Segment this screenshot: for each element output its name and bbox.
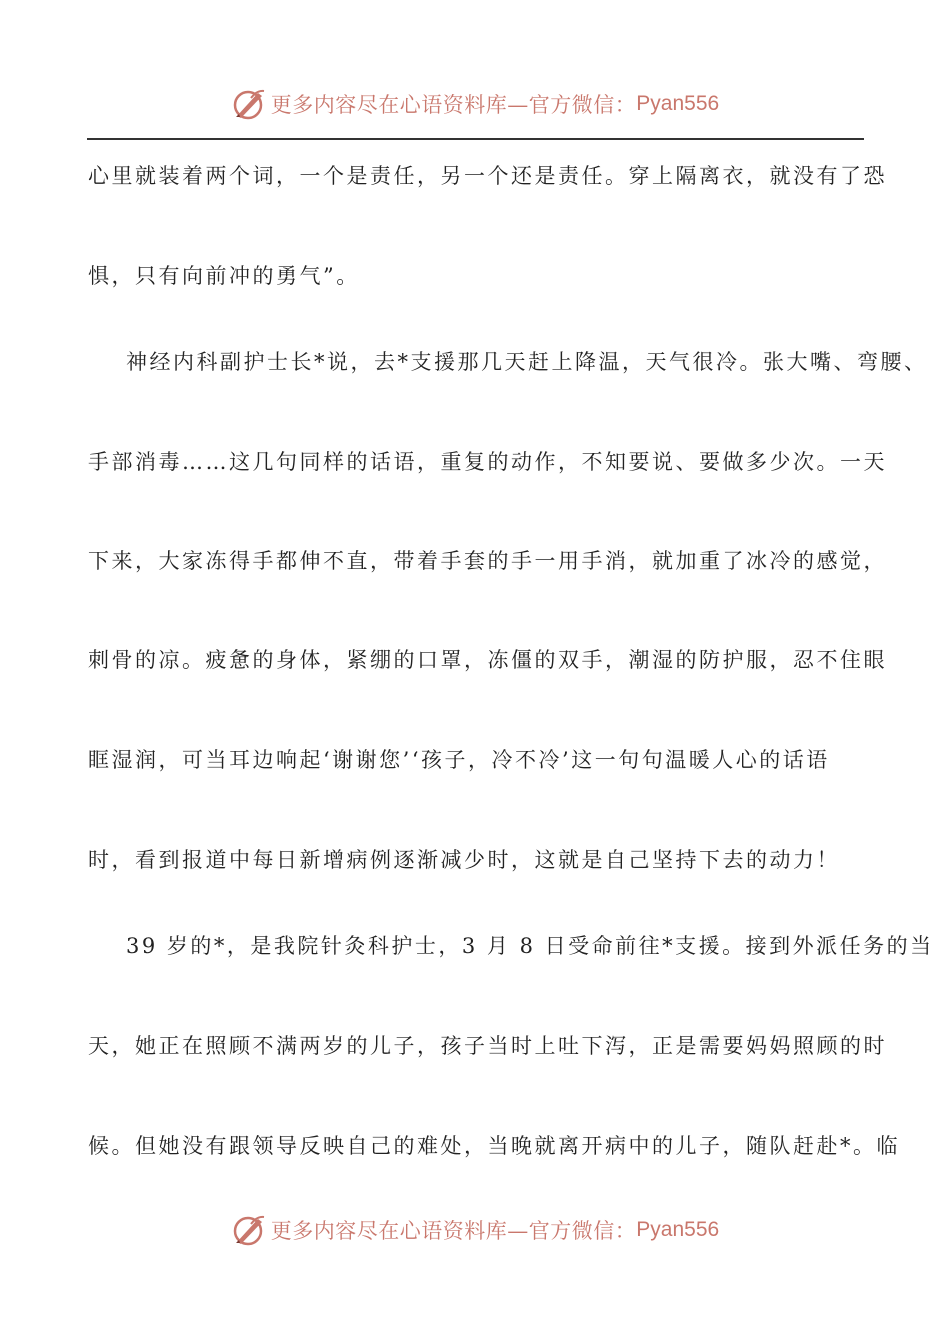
body-line-7: 眶湿润，可当耳边响起‘谢谢您’‘孩子，冷不冷’这一句句温暖人心的话语 [88,748,830,772]
body-line-6: 刺骨的凉。疲惫的身体，紧绷的口罩，冻僵的双手，潮湿的防护服，忍不住眼 [88,648,887,672]
pen-logo-icon [231,1212,267,1248]
header-divider [87,138,864,140]
header-brand-text: 更多内容尽在心语资料库—官方微信： [270,93,637,117]
body-line-9: 39 岁的*，是我院针灸科护士，3 月 8 日受命前往*支援。接到外派任务的当 [126,934,934,958]
body-line-3: 神经内科副护士长*说，去*支援那几天赶上降温，天气很冷。张大嘴、弯腰、 [126,350,928,374]
body-line-1: 心里就装着两个词，一个是责任，另一个还是责任。穿上隔离衣，就没有了恐 [88,164,887,188]
header-wechat-id: Pyan556 [636,92,720,115]
body-line-11: 候。但她没有跟领导反映自己的难处，当晚就离开病中的儿子，随队赶赴*。临 [88,1134,900,1158]
footer-wechat-id: Pyan556 [636,1218,720,1241]
body-line-5: 下来，大家冻得手都伸不直，带着手套的手一用手消，就加重了冰冷的感觉， [88,549,887,573]
pen-logo-icon [231,86,267,122]
body-line-10: 天，她正在照顾不满两岁的儿子，孩子当时上吐下泻，正是需要妈妈照顾的时 [88,1034,887,1058]
page-footer [0,1208,950,1252]
body-line-4: 手部消毒……这几句同样的话语，重复的动作，不知要说、要做多少次。一天 [88,450,887,474]
page-header [0,82,950,126]
body-line-2: 惧，只有向前冲的勇气”。 [88,264,360,288]
body-line-8: 时，看到报道中每日新增病例逐渐减少时，这就是自己坚持下去的动力！ [88,848,840,872]
footer-brand-text: 更多内容尽在心语资料库—官方微信： [270,1219,637,1243]
